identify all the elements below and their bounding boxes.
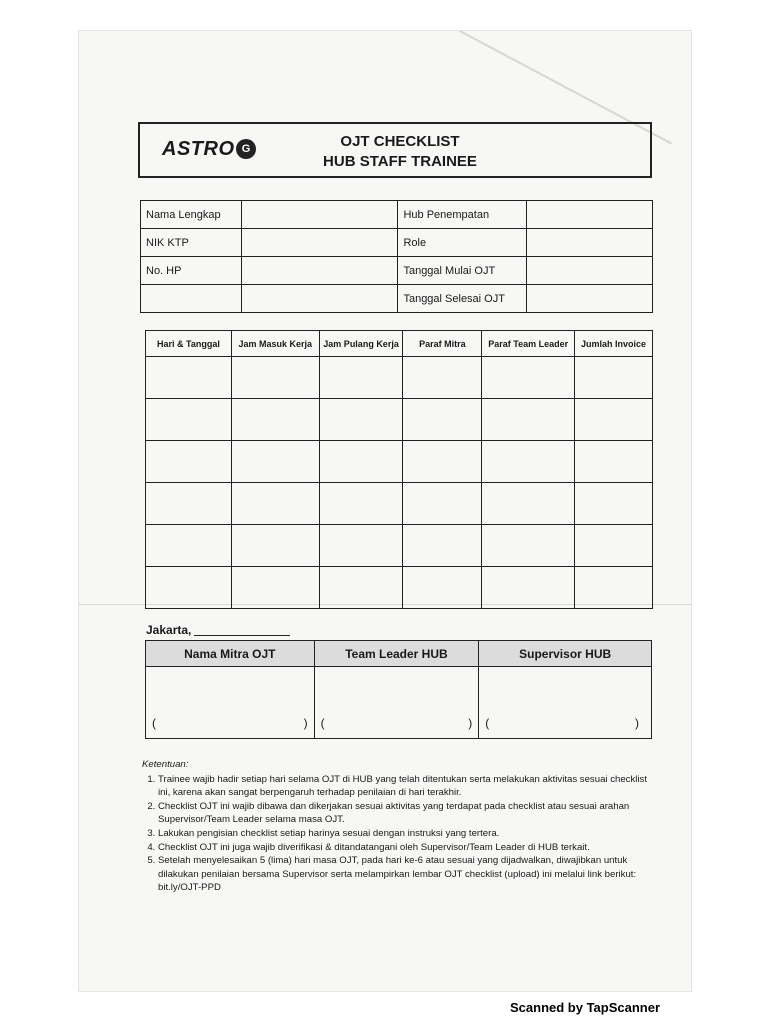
log-cell[interactable] xyxy=(575,441,653,483)
log-cell[interactable] xyxy=(231,399,319,441)
log-cell[interactable] xyxy=(319,399,403,441)
signature-box-mitra[interactable] xyxy=(146,667,315,739)
log-cell[interactable] xyxy=(146,399,232,441)
info-label: Hub Penempatan xyxy=(398,201,527,229)
log-cell[interactable] xyxy=(482,399,575,441)
terms-list xyxy=(142,773,654,895)
open-paren: ( xyxy=(485,716,490,730)
log-cell[interactable] xyxy=(231,567,319,609)
log-cell[interactable] xyxy=(403,399,482,441)
log-cell[interactable] xyxy=(403,483,482,525)
signature-header: Team Leader HUB xyxy=(314,641,479,667)
signature-box-supervisor[interactable] xyxy=(479,667,652,739)
info-row xyxy=(141,285,653,313)
log-cell[interactable] xyxy=(575,357,653,399)
info-label: NIK KTP xyxy=(141,229,242,257)
close-paren: ) xyxy=(468,716,473,730)
log-cell[interactable] xyxy=(146,483,232,525)
info-field-nama[interactable] xyxy=(241,201,398,229)
info-label: Nama Lengkap xyxy=(141,201,242,229)
log-body xyxy=(146,357,653,609)
info-row xyxy=(141,257,653,285)
log-cell[interactable] xyxy=(403,441,482,483)
log-cell[interactable] xyxy=(403,357,482,399)
signature-table xyxy=(145,640,652,739)
terms-title: Ketentuan: xyxy=(142,759,189,770)
log-cell[interactable] xyxy=(231,525,319,567)
astro-logo-icon: G xyxy=(236,139,256,159)
log-header: Jam Pulang Kerja xyxy=(319,331,403,357)
attendance-log-table xyxy=(145,330,653,609)
log-cell[interactable] xyxy=(403,525,482,567)
log-cell[interactable] xyxy=(482,525,575,567)
log-cell[interactable] xyxy=(231,483,319,525)
log-cell[interactable] xyxy=(146,357,232,399)
terms-item: 2. Checklist OJT ini wajib dibawa dan dikerjakan sesuai aktivitas yang terdapat pada checklist atau sesuai arahan Supervisor/Team Leader selama masa OJT. xyxy=(158,800,654,827)
form-header xyxy=(138,122,652,178)
log-header: Hari & Tanggal xyxy=(146,331,232,357)
log-cell[interactable] xyxy=(231,441,319,483)
terms-item: 3. Lakukan pengisian checklist setiap harinya sesuai dengan instruksi yang tertera. xyxy=(158,827,654,841)
title-line-2: HUB STAFF TRAINEE xyxy=(323,153,477,170)
log-row xyxy=(146,357,653,399)
open-paren: ( xyxy=(152,716,156,730)
info-label: Role xyxy=(398,229,527,257)
log-cell[interactable] xyxy=(482,357,575,399)
info-field-role[interactable] xyxy=(527,229,653,257)
info-field-hp[interactable] xyxy=(241,257,398,285)
log-cell[interactable] xyxy=(575,567,653,609)
log-header: Paraf Team Leader xyxy=(482,331,575,357)
open-paren: ( xyxy=(320,716,325,730)
scanner-watermark: Scanned by TapScanner xyxy=(510,1000,661,1015)
info-field-mulai[interactable] xyxy=(527,257,653,285)
log-cell[interactable] xyxy=(319,483,403,525)
log-cell[interactable] xyxy=(146,567,232,609)
log-row xyxy=(146,399,653,441)
info-row xyxy=(141,229,653,257)
info-label: No. HP xyxy=(141,257,242,285)
info-label xyxy=(141,285,242,313)
log-row xyxy=(146,441,653,483)
terms-item: 5. Setelah menyelesaikan 5 (lima) hari masa OJT, pada hari ke-6 atau sesuai yang dijadwalkan, diwajibkan untuk dilakukan penilaian bersama Supervisor serta melampirkan lembar OJT checklist (upload) ini melalui link berikut: bit.ly/OJT-PPD xyxy=(158,854,654,895)
info-row xyxy=(141,201,653,229)
log-cell[interactable] xyxy=(482,441,575,483)
signature-box-team-leader[interactable] xyxy=(314,667,479,739)
log-cell[interactable] xyxy=(575,483,653,525)
trainee-info-table xyxy=(140,200,653,313)
info-field-selesai[interactable] xyxy=(527,285,653,313)
info-label: Tanggal Mulai OJT xyxy=(398,257,527,285)
terms-section xyxy=(142,758,654,895)
log-cell[interactable] xyxy=(146,441,232,483)
log-header: Paraf Mitra xyxy=(403,331,482,357)
info-label: Tanggal Selesai OJT xyxy=(398,285,527,313)
info-field-hub[interactable] xyxy=(527,201,653,229)
terms-item: 1. Trainee wajib hadir setiap hari selama OJT di HUB yang telah ditentukan serta melakukan aktivitas sesuai checklist ini, karena akan sangat berpengaruh terhadap penilaian di hari terakhir. xyxy=(158,773,654,800)
log-cell[interactable] xyxy=(146,525,232,567)
signature-row xyxy=(146,667,652,739)
astro-logo: ASTRO xyxy=(162,138,235,160)
log-row xyxy=(146,525,653,567)
log-cell[interactable] xyxy=(319,567,403,609)
signature-header: Nama Mitra OJT xyxy=(146,641,315,667)
place-label: Jakarta, xyxy=(146,623,192,637)
log-header: Jumlah Invoice xyxy=(575,331,653,357)
log-row xyxy=(146,483,653,525)
log-row xyxy=(146,567,653,609)
log-cell[interactable] xyxy=(575,525,653,567)
log-cell[interactable] xyxy=(319,357,403,399)
title-line-1: OJT CHECKLIST xyxy=(340,133,460,150)
form-title xyxy=(300,132,500,172)
log-header: Jam Masuk Kerja xyxy=(231,331,319,357)
info-field-blank[interactable] xyxy=(241,285,398,313)
terms-item: 4. Checklist OJT ini juga wajib diverifikasi & ditandatangani oleh Supervisor/Team Leader di HUB terkait. xyxy=(158,841,654,855)
log-cell[interactable] xyxy=(482,567,575,609)
date-line[interactable] xyxy=(194,635,290,636)
log-cell[interactable] xyxy=(575,399,653,441)
log-cell[interactable] xyxy=(482,483,575,525)
log-cell[interactable] xyxy=(319,525,403,567)
close-paren: ) xyxy=(303,716,308,730)
info-field-nik[interactable] xyxy=(241,229,398,257)
close-paren: ) xyxy=(635,716,639,730)
log-cell[interactable] xyxy=(319,441,403,483)
log-cell[interactable] xyxy=(403,567,482,609)
log-header-row xyxy=(146,331,653,357)
log-cell[interactable] xyxy=(231,357,319,399)
signature-header-row xyxy=(146,641,652,667)
signature-header: Supervisor HUB xyxy=(479,641,652,667)
